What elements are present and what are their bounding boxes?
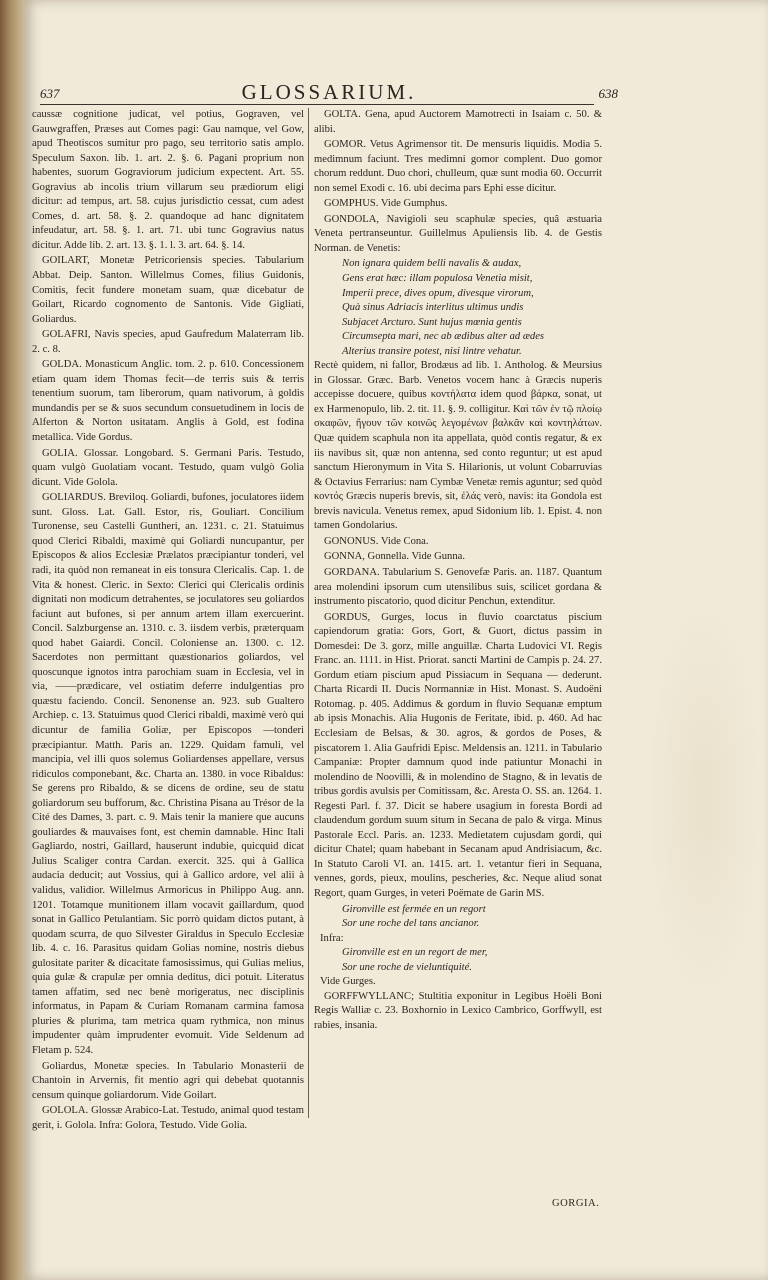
entry-gononus: GONONUS. Vide Cona. xyxy=(324,535,429,547)
verse-line: Gironville est en un regort de mer, xyxy=(342,947,488,959)
catchword: GORGIA. xyxy=(552,1198,600,1209)
verse-line: Sor une roche del tans ancianor. xyxy=(342,918,480,930)
page-number-left: 637 xyxy=(40,86,60,101)
entry-gondola: GONDOLA, Navigioli seu scaphulæ species, quâ æstuaria Veneta pertranseuntur. Guillelmus Apuliensis lib. 4. de Gestis Norman. de Venetis: xyxy=(314,213,602,254)
entry-goliardus: GOLIARDUS. Breviloq. Goliardi, bufones, joculatores iidem sunt. Gloss. Lat. Gall. Estor, ris, Gouliart. Concilium Turonense, seu Castelli Guntheri, an. 1231. c. 21. Statuimus quod Clerici Ribaldi, maximè qui Goliardi nuncupantur, per Episcopos & alios Ecclesiæ Prælatos præcipiantur tonderi, vel radi, ita quòd non remaneat in eis tonsura Clericalis. Cap. 1. de Vita & honest. Cleric. in Sexto: Clerici qui Clericalis ordinis dignitati non modicum detrahentes, se joculatores seu goliardos faciunt aut bufones, si per annum artem illam exercuerint. Concil. Salzburgense an. 1310. c. 3. iisdem verbis, præterquam quod habet Gaiardi. Concil. Coloniense an. 1300. c. 12. Sacerdotes non permittant quæstionarios goliardos, vel quoscunque ignotos intra parochiam suam in Ecclesia, vel in via, ——prædicare, vel ostiatim deferre indulgentias pro quæstu faciendo. Concil. Senonense an. 923. sub Gualtero Archiep. c. 13. Statuimus quod Clerici ribaldi, maximè verò qui dicuntur de familia Goliæ, per Episcopos —tonderi præcipiantur. Matth. Paris an. 1229. Quidam famuli, vel mancipia, vel illi quos solemus Goliardenses appellare, versus ridiculos componebant, &c. Charta an. 1380. in voce Ribaldus: Se gerens pro Ribaldo, & se dicens de ordine, seu de statu goliardorum seu bufforum, &c. Christina Pisana au Trésor de la Cité des Dames, 3. part. c. 9. Mais tenir la maniere que aucuns gouliardes & mauvaises font, est chemin damnable. Hinc Itali Gagliardo, nostri, Gaillard, hauserunt indubie, quicquid dicat Julius Scaliger contra Cardan. exercit. 325. qui à Gallica audacia deducit; aut Vossius, qui à Gallico ardore, vel alii à validus, validior. Willelmus Armoricus in Philippo Aug. ann. 1201. Totamque munitionem illam vocavit gaillardum, quod sonat in Gallico Petulantiam. Sic porrò quidam dictos putant, à quodam scurra, de quo Silvester Giraldus in Speculo Ecclesiæ lib. 4. c. 16. Parasitus quidam Golias nomine, nostris diebus gulositate pariter & dicacitate famosissimus, qui Gulias melius, quia gulæ & crapulæ per omnia deditus, dici potuit. Literatus tamen affatim, sed nec benè morigeratus, nec disciplinis informatus, in Papam & Curiam Romanam carmina famosa pluries & plurima, tam metrica quam rythmica, non minus impudenter quàm imprudenter evomuit. Vide Seldenum ad Fletam p. 524. xyxy=(32,492,304,1056)
entry-gomphus: GOMPHUS. Vide Gumphus. xyxy=(324,198,448,210)
verse-line: Gironville est fermée en un regort xyxy=(342,903,486,915)
verse-quote-garin-2 xyxy=(314,946,602,975)
entry-gograven-continued: caussæ cognitione judicat, vel potius, Gograven, vel Gauwgraffen, Præses aut Comes pagi: Gau namque, vel Gow, apud Theotiscos sumitur pro pago, seu territorio satis amplo. Speculum Saxon. lib. 1. art. 2. §. 6. Pagani proprium non habentes, suorum Gograviorum judicium expectent. Art. 55. Gogravius ab incolis trium villarum seu prædiorum eligi dicitur: ad tempus, art. 58. cujus jurisdictio cessat, cum adest Comes, d. art. 58. §. 2. quandoque ad hanc dignitatem infeudatur, art. 58. §. 1. art. 71. ubi tunc Gogravius natus dicitur. Adde lib. 2. art. 13. §. 1. l. 3. art. 64. §. 14. xyxy=(32,109,304,251)
verse-line: Subjacet Arcturo. Sunt hujus mœnia gentis xyxy=(342,316,522,328)
entry-gorffwyllanc: GORFFWYLLANC; Stultitia exponitur in Legibus Hoëli Boni Regis Walliæ c. 23. Boxhornio in Lexico Cambrico, Gorffwyll, est rabies, insania. xyxy=(314,990,602,1031)
page-number-right: 638 xyxy=(598,86,618,101)
left-column xyxy=(32,108,304,1134)
right-column xyxy=(314,108,602,1034)
column-divider xyxy=(308,108,309,1118)
verse-line: Circumsepta mari, nec ab ædibus alter ad ædes xyxy=(342,331,545,343)
entry-golafri: GOLAFRI, Navis species, apud Gaufredum Malaterram lib. 2. c. 8. xyxy=(32,329,304,355)
verse-line: Non ignara quidem belli navalis & audax, xyxy=(342,258,522,270)
verse-line: Alterius transire potest, nisi lintre vehatur. xyxy=(342,345,522,357)
verse-line: Sor une roche de vieluntiquité. xyxy=(342,961,472,973)
verse-line: Quà sinus Adriacis interlitus ultimus undis xyxy=(342,302,524,314)
entry-goilart: GOILART, Monetæ Petricoriensis species. Tabularium Abbat. Deip. Santon. Willelmus Comes, filius Guidonis, Comitis, fecit fundere monetam suam, quæ dicebatur de Goilart, Ricardo cognomento de Santonis. Vide Gigliati, Goliardus. xyxy=(32,255,304,325)
vide-gurges: Vide Gurges. xyxy=(320,976,376,988)
entry-goliardus-moneta: Goliardus, Monetæ species. In Tabulario Monasterii de Chantoin in Arvernis, fit mentio agri qui debebat quotannis censum quinque goliardorum. Vide Goilart. xyxy=(32,1060,304,1101)
header-rule xyxy=(40,104,594,105)
page-stain xyxy=(644,600,764,1000)
verse-line: Imperii prece, dives opum, divesque virorum, xyxy=(342,287,534,299)
entry-gondola-continued: Rectè quidem, ni fallor, Brodæus ad lib. 1. Antholog. & Meursius in Glossar. Græc. Barb. Venetos vocem hanc à Græcis nuperis accepisse docuere, quibus κοντήλατα idem quod βάρκα, sonat, ut ex Harmenopulo, lib. 2. tit. 11. §. 9. colligitur. Καὶ τῶν ἐν τῷ πλοίῳ σκαφῶν, ἤγουν τῶν κοινῶς λεγομένων βαλκᾶν καὶ κοντηλάτων. Quæ quidem scaphula non ita appellata, quòd contis regatur, & ex iis navibus sit, quæ non antenna, sed conto reguntur; ut est apud sanctum Hieronymum in Vita S. Hilarionis, ut volunt Cobarruvias & Octavius Ferrarius: nam Cymbæ Venetæ remis aguntur; sed quòd κοντός Græcis nuperis brevis, sit, ἐλάς verò, navis: ita Gondola est brevis navicula. Venetus remex, apud Sidonium lib. 1. Epist. 4. non tamen Gondolarius. xyxy=(314,360,602,532)
entry-gonna: GONNA, Gonnella. Vide Gunna. xyxy=(324,551,465,563)
entry-golia: GOLIA. Glossar. Longobard. S. Germani Paris. Testudo, quam vulgò Guolatiam vocant. Testudo, quam vulgò Golia dicunt. Vide Golola. xyxy=(32,447,304,488)
entry-gomor: GOMOR. Vetus Agrimensor tit. De mensuris liquidis. Modia 5. medimnum faciunt. Tres medimni gomor complent. Duo gomor chorum reddunt. Duo chori, chulleum, quæ sunt modia 60. Occurrit non semel Exodi c. 16. ubi decima pars Ephi esse dicitur. xyxy=(314,139,602,194)
infra-label: Infra: xyxy=(320,932,344,944)
page-header xyxy=(40,80,618,106)
verse-quote-venetis xyxy=(314,257,602,359)
entry-golda: GOLDA. Monasticum Anglic. tom. 2. p. 610. Concessionem etiam quam idem Thomas fecit—de terris suis & terris tenentium suorum, tam liberorum, quam nativorum, à goldis mundandis per se & suos secundum consuetudinem in locis de Alferton & Norton usitatam. Anglis à Gold, est fodina metallica. Vide Gordus. xyxy=(32,359,304,444)
verse-quote-garin-1 xyxy=(314,903,602,932)
page-title: GLOSSARIUM. xyxy=(241,80,417,104)
verse-line: Gens erat hæc: illam populosa Venetia misit, xyxy=(342,273,533,285)
entry-golta: GOLTA. Gena, apud Auctorem Mamotrecti in Isaiam c. 50. & alibi. xyxy=(314,109,602,135)
entry-gordus: GORDUS, Gurges, locus in fluvio coarctatus piscium capiendorum gratia: Gors, Gort, & Guort, dictus passim in Domesdei: De 3. gorz, mille anguillæ. Charta Ludovici VI. Regis Franc. an. 1111. in Hist. Priorat. sancti Martini de Campis p. 24. 27. Gordum etiam piscium apud Pissiacum in Sequana — dederunt. Charta Ricardi II. Ducis Normanniæ in Hist. Monast. S. Audoëni Rotomag. p. 405. Addimus & gordum in fluvio Sequanæ emptum ab ipsis Monachis. Alia Hugonis de Feritate, ibid. p. 460. Ad hac Ecclesiam de Belsas, & 30. agros, & gordos de Poses, & piscatorem 1. Alia Gaufridi Episc. Meldensis an. 1211. in Tabulario Campaniæ: Propter damnum quod inde patiuntur Monachi in molendino de Noovilli, & in molendino de Stagno, & in levatis de tribus gordis avulsis per Comitissam, &c. Aresta O. SS. an. 1264. 1. Regesti Parl. f. 37. Dicit se habere usagium in foresta Bordi ad claudendum gordum suum situm in Secana de palo & virga. Minus Pastorale Eccl. Paris. an. 1233. Medietatem cujusdam gordi, qui dicitur Chatel; quam habebant in Secanam apud Andrisiacum, &c. In Statuto Caroli VI. an. 1415. art. 1. vetantur fieri in Sequana, vennes, gords, pieux, moulins, pescheries, &c. Neque aliud sonat Regort, quam Gurges, in veteri Poëmate de Garin MS. xyxy=(314,611,602,899)
entry-golola: GOLOLA. Glossæ Arabico-Lat. Testudo, animal quod testam gerit, i. Golola. Infra: Golora, Testudo. Vide Golia. xyxy=(32,1105,304,1131)
entry-gordana: GORDANA. Tabularium S. Genovefæ Paris. an. 1187. Quantum area molendini ipsorum cum utensilibus suis, scilicet gordana & instrumento piscatorio, quod dicitur Penchun, extenditur. xyxy=(314,566,602,608)
